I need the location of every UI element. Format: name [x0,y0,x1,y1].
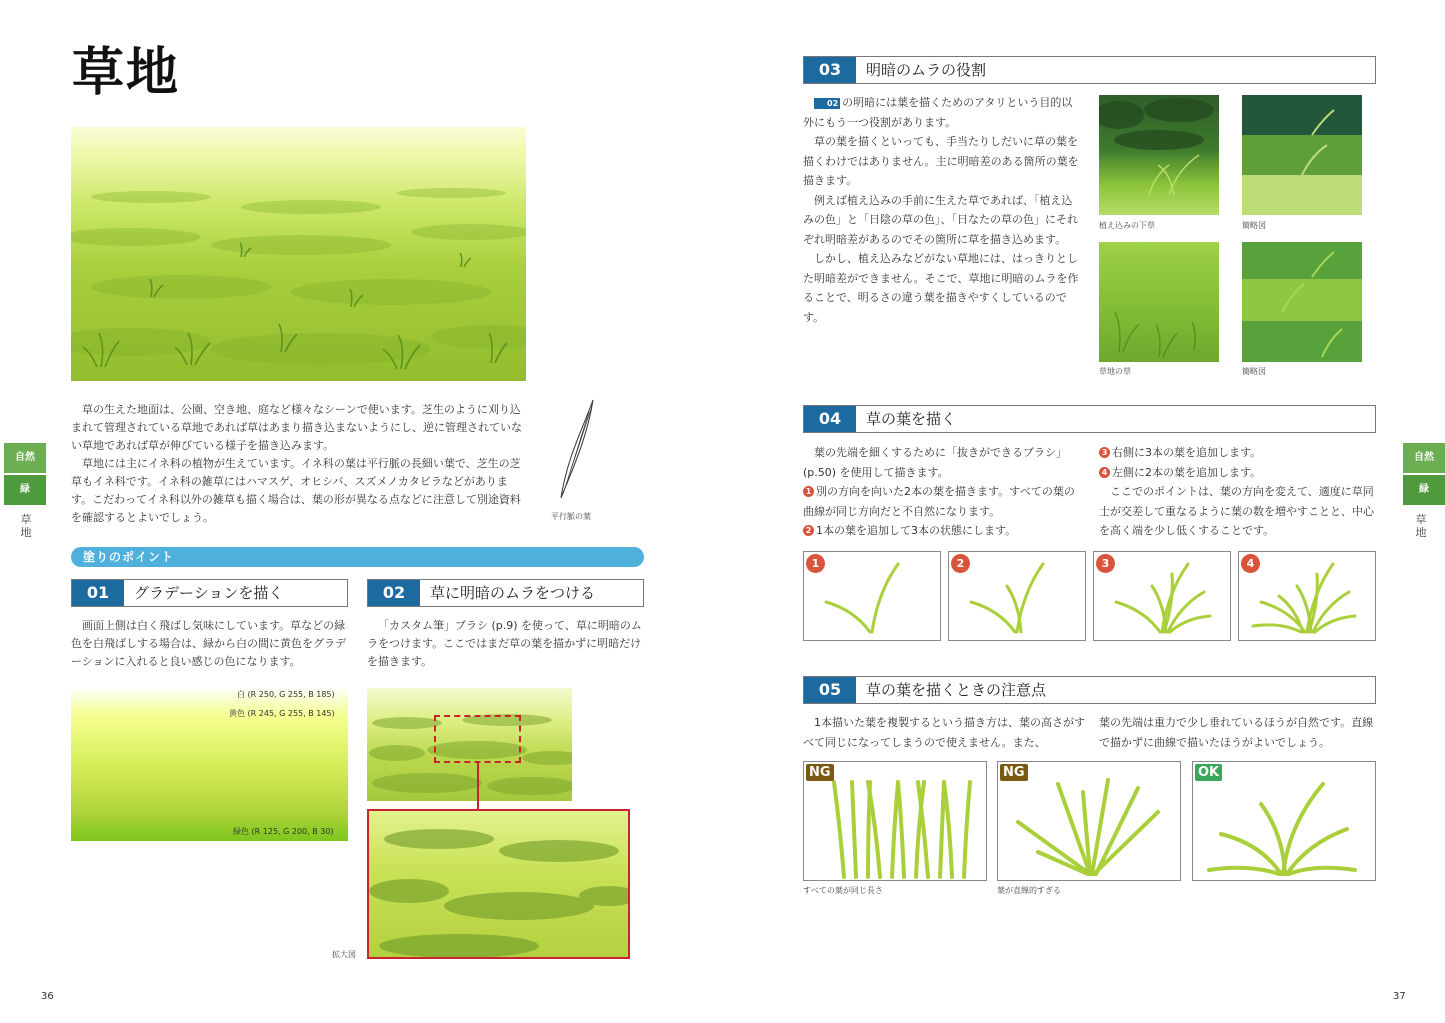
section-04-point: ここでのポイントは、葉の方向を変えて、適度に草同士が交差して重なるように葉の数を増やすことと、中心を高く端を少し低くすることです。 [1099,485,1374,537]
section-01-header [71,579,348,607]
caption-same-length: すべての葉が同じ長さ [803,886,883,895]
swatch-label-white: 白 (R 250, G 255, B 185) [237,690,335,699]
section-04-left-text [803,443,1085,541]
caption-too-straight: 葉が直線的すぎる [997,886,1061,895]
ok-badge: OK [1195,764,1222,781]
ng-badge-2: NG [1000,764,1028,781]
section-02-header [367,579,644,607]
step-panel-4 [1238,551,1376,641]
side-tab-char-2-right: 地 [1415,526,1427,539]
intro-text [71,401,527,527]
side-tab-grassland-left [18,513,34,539]
section-03-header [803,56,1376,84]
zoomed-view [367,809,630,959]
section-04-title: 草の葉を描く [866,410,957,428]
bullet-3: 3 [1099,447,1110,458]
section-05-number: 05 [804,677,856,703]
simplified-diagram-2 [1242,242,1362,362]
parallel-vein-leaf-illustration [553,398,601,502]
section-02-title: 草に明暗のムラをつける [430,584,596,602]
grassland-illustration [71,127,526,381]
caption-simplified-1: 簡略図 [1242,221,1266,230]
step-badge-2: 2 [951,554,970,573]
step-panel-3 [1093,551,1231,641]
bullet-2: 2 [803,525,814,536]
page-title: 草地 [72,42,181,103]
zoom-connector-line [477,763,479,809]
section-04-intro: 葉の先端を細くするために「抜きができるブラシ」(p.50) を使用して描きます。 [803,446,1067,479]
swatch-label-yellow: 黄色 (R 245, G 255, B 145) [229,709,335,718]
grassland-grass-image [1099,242,1219,362]
step-panel-1 [803,551,941,641]
example-ok-curved [1192,761,1376,881]
section-02-number: 02 [368,580,420,606]
side-tab-green-right[interactable]: 緑 [1403,475,1445,505]
section-02-text [367,617,645,671]
example-ng-same-length [803,761,987,881]
section-01-text [71,617,349,671]
step-panel-2 [948,551,1086,641]
intro-paragraph-2: 草地には主にイネ科の植物が生えています。イネ科の葉は平行脈の長細い葉で、芝生の芝草もイネ科です。イネ科の雑草にはハマスゲ、オヒシバ、スズメノカタビラなどがあります。こだわってイネ科以外の雑草も描く場合は、葉の形が異なる点などに注意して別途資料を確認するとよいでしょう。 [71,457,521,524]
section-05-title: 草の葉を描くときの注意点 [866,681,1047,699]
section-01-paragraph: 画面上側は白く飛ばし気味にしています。草などの緑色を白飛ばしする場合は、緑から白の間に黄色をグラデーションに入れると良い感じの色になります。 [71,619,346,668]
page-number-left: 36 [41,991,54,1002]
bullet-1: 1 [803,486,814,497]
section-04-step-4: 左側に2本の葉を追加します。 [1112,465,1262,479]
section-04-right-text [1099,443,1379,541]
section-05-left-text [803,713,1085,752]
page-number-right: 37 [1393,991,1406,1002]
bullet-4: 4 [1099,467,1110,478]
ng-badge-1: NG [806,764,834,781]
zoom-caption: 拡大図 [332,950,356,959]
section-05-paragraph-right: 葉の先端は重力で少し垂れているほうが自然です。直線で描かずに曲線で描いたほうがよいでしょう。 [1099,716,1374,749]
section-04-step-2: 1本の葉を追加して3本の状態にします。 [816,524,1017,537]
swatch-label-green: 緑色 (R 125, G 200, B 30) [233,827,334,836]
example-ng-too-straight [997,761,1181,881]
section-03-paragraph-2: 草の葉を描くといっても、手当たりしだいに草の葉を描くわけではありません。主に明暗差のある箇所の葉を描きます。 [803,135,1079,187]
section-04-header [803,405,1376,433]
section-05-header [803,676,1376,704]
section-03-text [803,93,1080,327]
section-03-paragraph-4: しかし、植え込みなどがない草地には、はっきりとした明暗差ができません。そこで、草地に明暗のムラを作ることで、明るさの違う葉を描きやすくしているのです。 [803,252,1079,324]
hedge-undergrowth-image [1099,95,1219,215]
step-badge-4: 4 [1241,554,1260,573]
side-tab-char-2: 地 [20,526,32,539]
section-05-paragraph-left: 1本描いた葉を複製するという描き方は、葉の高さがすべて同じになってしまうので使えません。また、 [803,716,1085,749]
section-02-paragraph: 「カスタム筆」ブラシ (p.9) を使って、草に明暗のムラをつけます。ここではまだ草の葉を描かずに明暗だけを描きます。 [367,619,642,668]
side-tab-green-left[interactable]: 緑 [4,475,46,505]
section-03-number: 03 [804,57,856,83]
section-03-title: 明暗のムラの役割 [866,61,987,79]
intro-paragraph-1: 草の生えた地面は、公園、空き地、庭など様々なシーンで使います。芝生のように刈り込まれて管理されている草地であれば草はあまり描き込まないようにし、逆に管理されていない草地であれば草が伸びている様子を描き込みます。 [71,403,522,452]
section-01-number: 01 [72,580,124,606]
section-03-paragraph-1: の明暗には葉を描くためのアタリという目的以外にもう一つ役割があります。 [803,96,1073,129]
leaf-caption: 平行脈の葉 [551,512,591,521]
side-tab-nature-right[interactable]: 自然 [1403,443,1445,473]
simplified-diagram-1 [1242,95,1362,215]
section-04-step-3: 右側に3本の葉を追加します。 [1112,446,1262,459]
section-03-paragraph-3: 例えば植え込みの手前に生えた草であれば、「植え込みの色」と「日陰の草の色」、「日なたの草の色」にそれぞれ明暗差があるのでその箇所に草を描き込めます。 [803,193,1078,246]
side-tab-char-1-right: 草 [1415,513,1427,526]
step-badge-1: 1 [806,554,825,573]
side-tab-nature-left[interactable]: 自然 [4,443,46,473]
section-01-title: グラデーションを描く [134,584,284,602]
zoom-region-marker [434,715,521,763]
section-04-step-1: 別の方向を向いた2本の葉を描きます。すべての葉の曲線が同じ方向だと不自然になります。 [803,485,1075,518]
step-badge-3: 3 [1096,554,1115,573]
caption-hedge-undergrowth: 植え込みの下草 [1099,221,1155,230]
section-02-ref-badge: 02 [814,98,840,109]
section-04-number: 04 [804,406,856,432]
side-tab-grassland-right [1413,513,1429,539]
caption-grassland-grass: 草地の草 [1099,367,1131,376]
painting-points-bar: 塗りのポイント [71,547,644,567]
side-tab-char-1: 草 [20,513,32,526]
section-05-right-text [1099,713,1379,752]
caption-simplified-2: 簡略図 [1242,367,1266,376]
